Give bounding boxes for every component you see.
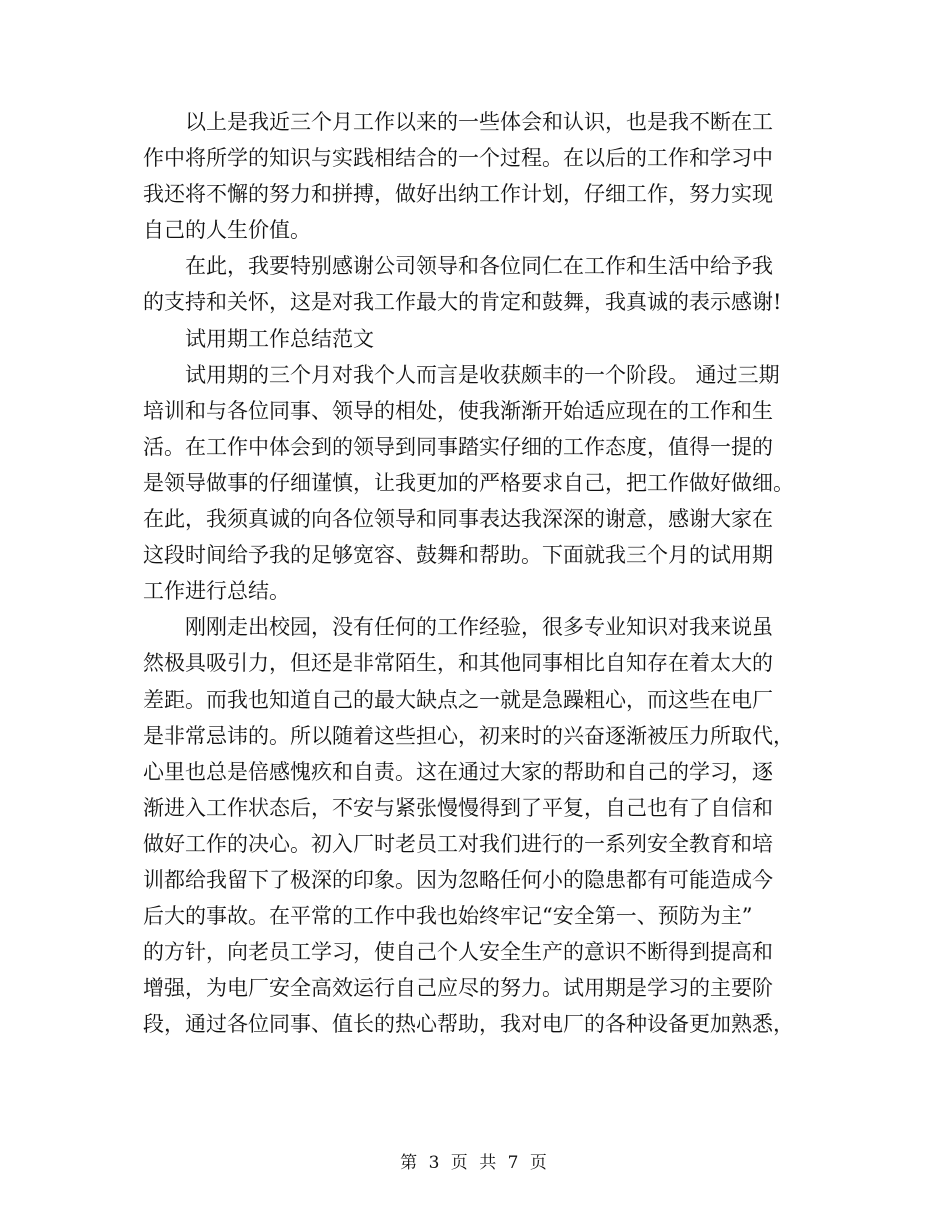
text-line: 训都给我留下了极深的印象。因为忽略任何小的隐患都有可能造成今	[143, 867, 773, 892]
page-number-footer: 第 3 页 共 7 页	[400, 1153, 550, 1173]
text-line: 增强，为电厂安全高效运行自己应尽的努力。试用期是学习的主要阶	[143, 976, 773, 1001]
document-body	[143, 104, 807, 1042]
text-line: 培训和与各位同事、领导的相处，使我渐渐开始适应现在的工作和生	[143, 398, 773, 423]
text-line: 刚刚走出校园，没有任何的工作经验，很多专业知识对我来说虽	[185, 615, 773, 640]
text-line: 活。在工作中体会到的领导到同事踏实仔细的工作态度，值得一提的	[143, 434, 773, 459]
text-line: 差距。而我也知道自己的最大缺点之一就是急躁粗心，而这些在电厂	[143, 687, 773, 712]
text-line: 心里也总是倍感愧疚和自责。这在通过大家的帮助和自己的学习，逐	[143, 759, 773, 784]
text-line: 在此，我须真诚的向各位领导和同事表达我深深的谢意，感谢大家在	[143, 507, 773, 532]
text-line: 自己的人生价值。	[143, 218, 311, 243]
text-line: 的方针，向老员工学习，使自己个人安全生产的意识不断得到提高和	[143, 940, 773, 965]
text-line: 在此，我要特别感谢公司领导和各位同仁在工作和生活中给予我	[185, 254, 773, 279]
text-line: 作中将所学的知识与实践相结合的一个过程。在以后的工作和学习中	[143, 146, 773, 171]
text-line: 是领导做事的仔细谨慎，让我更加的严格要求自己，把工作做好做细。	[143, 470, 794, 495]
text-line: 然极具吸引力，但还是非常陌生，和其他同事相比自知存在着太大的	[143, 651, 773, 676]
text-line: 以上是我近三个月工作以来的一些体会和认识，也是我不断在工	[185, 110, 773, 134]
text-line: 这段时间给予我的足够宽容、鼓舞和帮助。下面就我三个月的试用期	[143, 543, 773, 568]
text-line: 试用期的三个月对我个人而言是收获颇丰的一个阶段。 通过三期	[185, 362, 780, 387]
text-line: 是非常忌讳的。所以随着这些担心，初来时的兴奋逐渐被压力所取代，	[143, 723, 794, 748]
text-line: 的支持和关怀，这是对我工作最大的肯定和鼓舞，我真诚的表示感谢!	[143, 290, 782, 315]
text-line: 段，通过各位同事、值长的热心帮助，我对电厂的各种设备更加熟悉，	[143, 1012, 794, 1037]
text-line: 后大的事故。在平常的工作中我也始终牢记“安全第一、预防为主”	[143, 904, 753, 929]
text-line: 我还将不懈的努力和拼搏，做好出纳工作计划，仔细工作，努力实现	[143, 182, 773, 207]
text-line: 工作进行总结。	[143, 579, 290, 604]
text-line: 做好工作的决心。初入厂时老员工对我们进行的一系列安全教育和培	[143, 831, 773, 856]
text-line: 渐进入工作状态后，不安与紧张慢慢得到了平复，自己也有了自信和	[143, 795, 773, 820]
text-line: 试用期工作总结范文	[185, 326, 374, 351]
